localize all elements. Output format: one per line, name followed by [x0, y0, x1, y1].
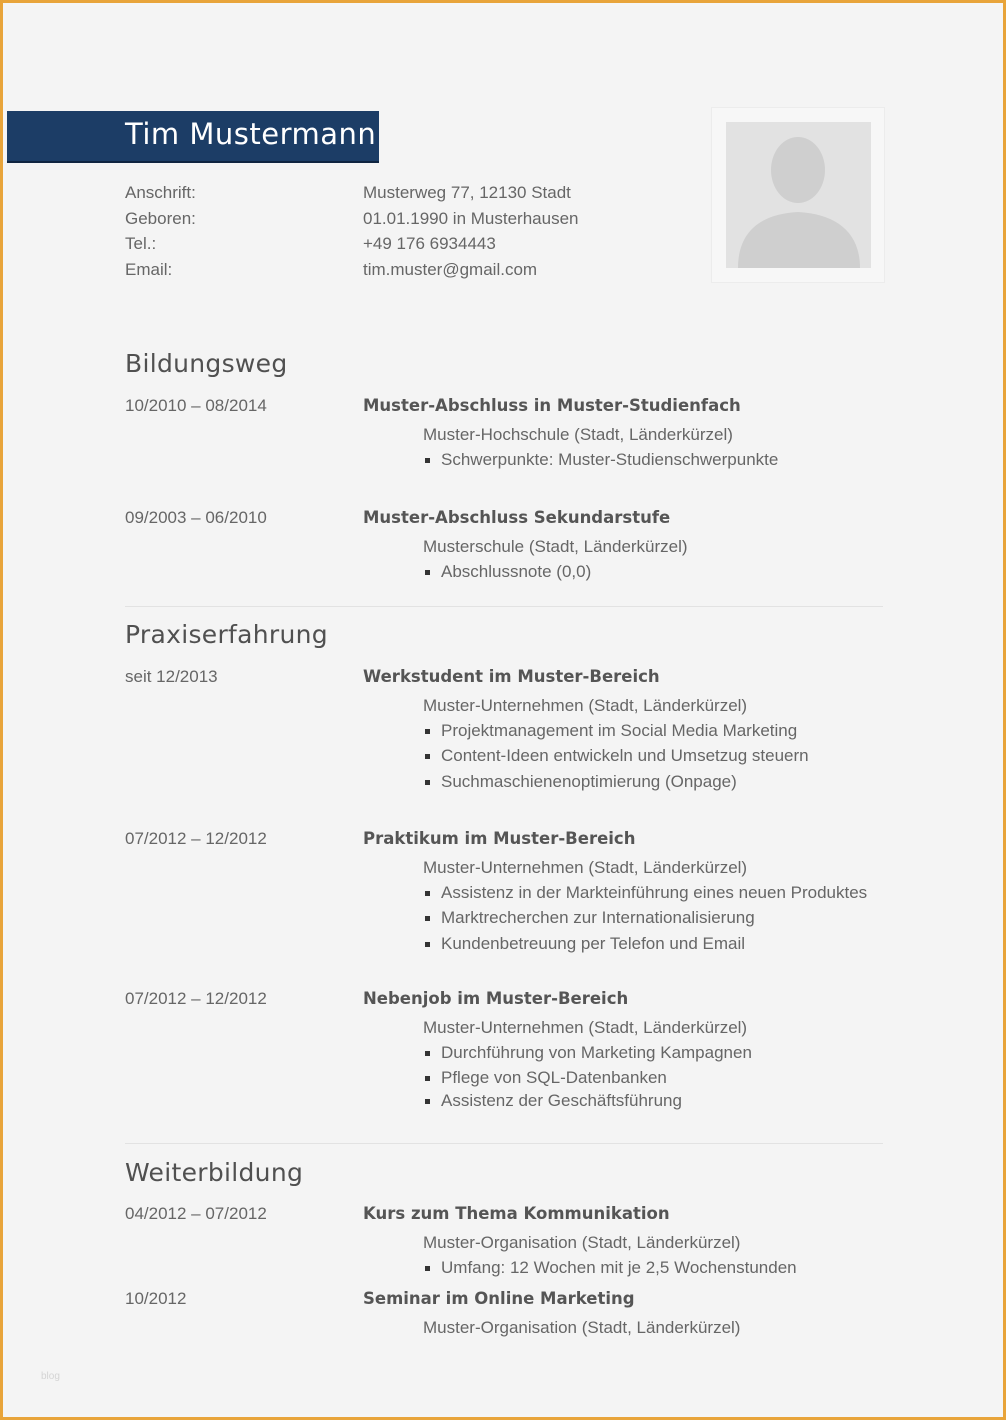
bullet-text: Schwerpunkte: Muster-Studienschwerpunkte [441, 450, 779, 469]
name-banner [7, 111, 379, 163]
entry-title: Muster-Abschluss in Muster-Studienfach [363, 396, 741, 415]
contact-value: +49 176 6934443 [363, 234, 496, 253]
section-title-training: Weiterbildung [125, 1158, 304, 1187]
bullet-text: Assistenz in der Markteinführung eines neuen Produktes [441, 883, 868, 902]
bullet-square-icon [425, 458, 430, 463]
contact-value: 01.01.1990 in Musterhausen [363, 208, 579, 228]
bullet-item [423, 883, 867, 908]
entry-title: Praktikum im Muster-Bereich [363, 829, 636, 848]
entry-title: Muster-Abschluss Sekundarstufe [363, 508, 671, 527]
bullet-square-icon [425, 1099, 430, 1104]
bullet-square-icon [425, 942, 430, 947]
bullet-text: Marktrecherchen zur Internationalisierung [441, 908, 755, 928]
bullet-item [423, 721, 809, 746]
section-title-education: Bildungsweg [125, 349, 288, 378]
bullet-item [423, 1258, 797, 1283]
bullet-text: Umfang: 12 Wochen mit je 2,5 Wochenstunden [441, 1258, 797, 1277]
bullet-square-icon [425, 780, 430, 785]
bullet-item [423, 772, 809, 797]
contact-label: Email: [125, 259, 173, 279]
bullet-text: Suchmaschienenoptimierung (Onpage) [441, 771, 737, 791]
bullet-item [423, 908, 867, 933]
entry-bullets [423, 1043, 752, 1117]
bullet-square-icon [425, 754, 430, 759]
entry-organization: Muster-Organisation (Stadt, Länderkürzel) [423, 1318, 741, 1337]
bullet-item [423, 1068, 752, 1091]
entry-date: 07/2012 – 12/2012 [125, 989, 267, 1008]
entry-bullets [423, 562, 591, 587]
bullet-item [423, 934, 867, 959]
entry-organization: Muster-Hochschule (Stadt, Länderkürzel) [423, 425, 733, 444]
bullet-square-icon [425, 1076, 430, 1081]
entry-organization: Muster-Unternehmen (Stadt, Länderkürzel) [423, 858, 748, 877]
entry-bullets [423, 450, 778, 475]
entry-date: 04/2012 – 07/2012 [125, 1204, 267, 1223]
section-title-experience: Praxiserfahrung [125, 620, 328, 649]
entry-title: Kurs zum Thema Kommunikation [363, 1204, 670, 1223]
entry-organization: Muster-Organisation (Stadt, Länderkürzel) [423, 1233, 741, 1252]
entry-bullets [423, 883, 867, 959]
bullet-text: Durchführung von Marketing Kampagnen [441, 1043, 752, 1062]
candidate-name: Tim Mustermann [125, 117, 377, 151]
bullet-item [423, 1043, 752, 1068]
entry-bullets [423, 721, 809, 797]
bullet-square-icon [425, 916, 430, 921]
bullet-square-icon [425, 1051, 430, 1056]
bullet-square-icon [425, 570, 430, 575]
entry-date: 07/2012 – 12/2012 [125, 829, 267, 848]
section-divider [125, 1143, 883, 1144]
bullet-square-icon [425, 729, 430, 734]
bullet-square-icon [425, 891, 430, 896]
bullet-text: Assistenz der Geschäftsführung [441, 1091, 682, 1111]
entry-date: 10/2010 – 08/2014 [125, 396, 267, 415]
watermark-text: blog [41, 1371, 60, 1382]
bullet-text: Abschlussnote (0,0) [441, 562, 592, 581]
photo-frame [711, 107, 885, 283]
bullet-text: Kundenbetreuung per Telefon und Email [441, 933, 746, 953]
bullet-text: Content-Ideen entwickeln und Umsetzug steuern [441, 746, 809, 766]
entry-organization: Muster-Unternehmen (Stadt, Länderkürzel) [423, 696, 748, 715]
entry-title: Seminar im Online Marketing [363, 1289, 635, 1308]
bullet-text: Pflege von SQL-Datenbanken [441, 1068, 667, 1088]
contact-label: Tel.: [125, 234, 157, 253]
entry-title: Werkstudent im Muster-Bereich [363, 667, 660, 686]
entry-organization: Musterschule (Stadt, Länderkürzel) [423, 537, 688, 556]
entry-organization: Muster-Unternehmen (Stadt, Länderkürzel) [423, 1018, 748, 1037]
contact-label: Geboren: [125, 208, 196, 228]
entry-date: 10/2012 [125, 1289, 187, 1308]
contact-value: Musterweg 77, 12130 Stadt [363, 183, 571, 202]
bullet-square-icon [425, 1266, 430, 1271]
section-divider [125, 606, 883, 607]
entry-title: Nebenjob im Muster-Bereich [363, 989, 629, 1008]
bullet-item [423, 562, 591, 587]
entry-date: seit 12/2013 [125, 667, 218, 686]
entry-bullets [423, 1258, 797, 1283]
bullet-item [423, 1091, 752, 1116]
contact-label: Anschrift: [125, 183, 196, 202]
person-silhouette-icon [726, 122, 871, 268]
entry-date: 09/2003 – 06/2010 [125, 508, 267, 527]
bullet-item [423, 746, 809, 771]
bullet-text: Projektmanagement im Social Media Marketing [441, 721, 798, 740]
contact-value: tim.muster@gmail.com [363, 259, 538, 279]
bullet-item [423, 450, 778, 475]
